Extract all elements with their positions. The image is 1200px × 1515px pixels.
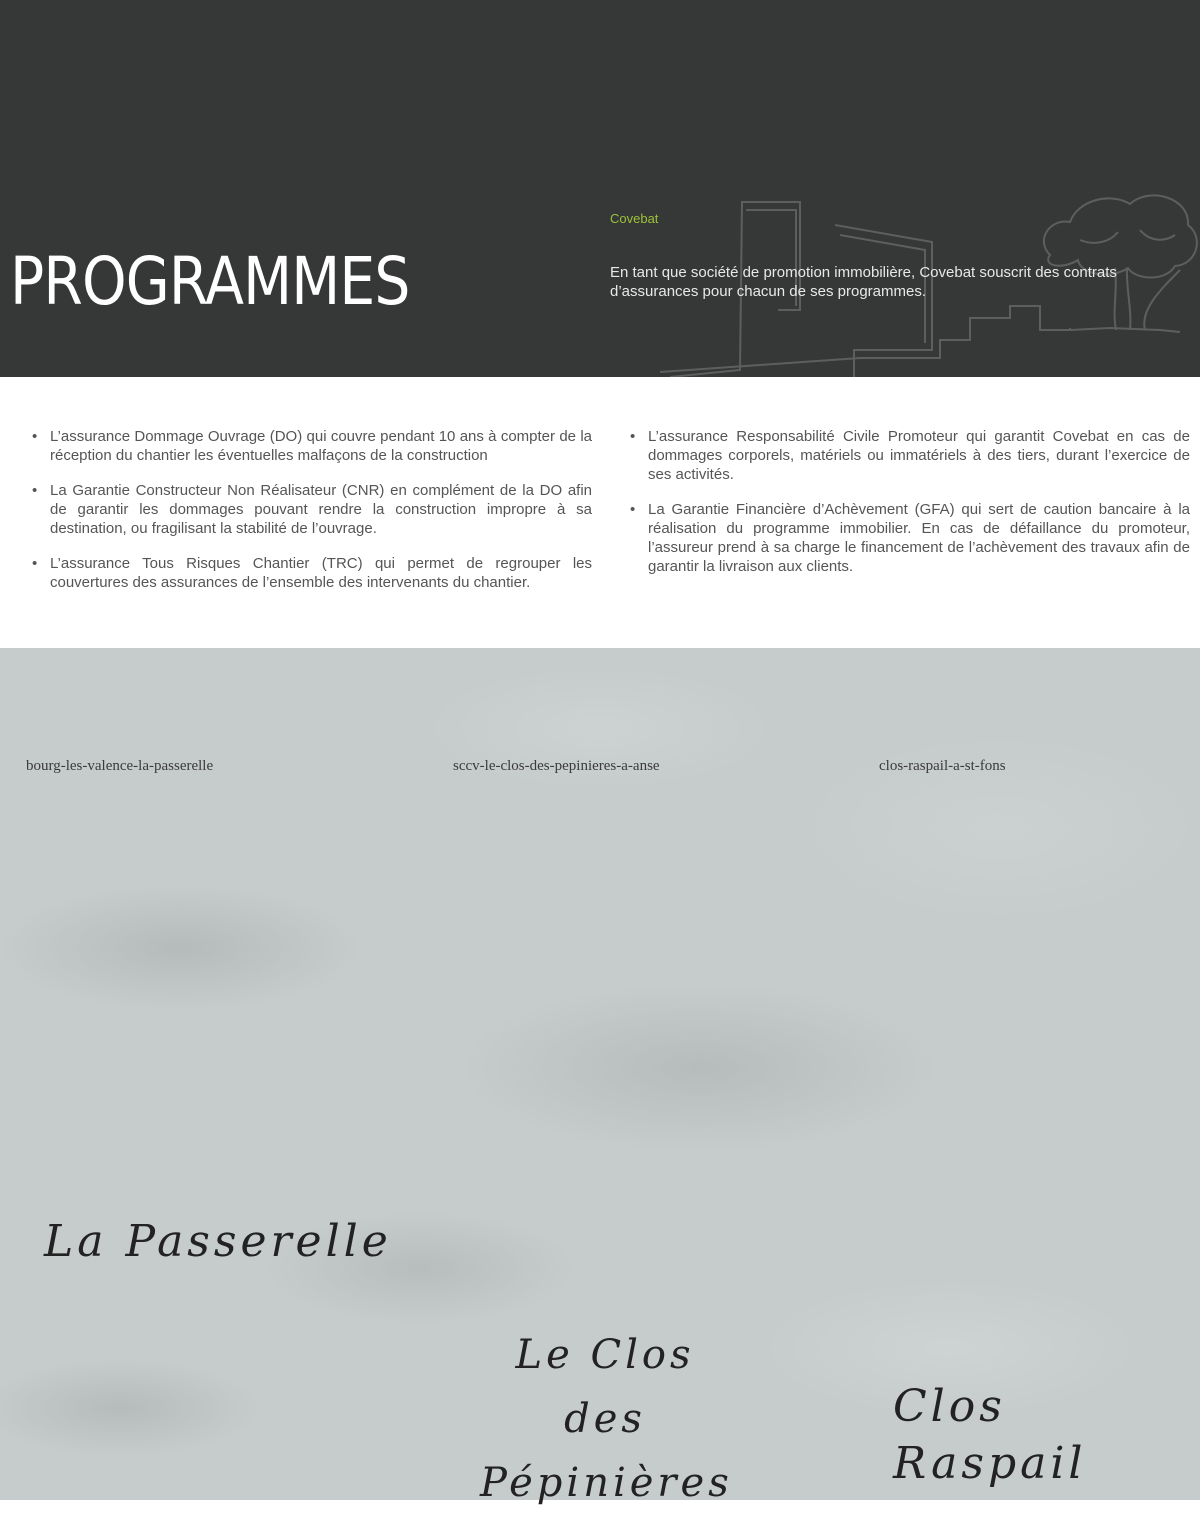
list-item: • L’assurance Responsabilité Civile Promoteur qui garantit Covebat en cas de dommages corporels, matériels ou immatériels à des tiers, durant l’exercice de ses activités.	[628, 427, 1190, 484]
insurance-list-right	[628, 427, 1190, 592]
project-card-la-passerelle-image[interactable]: bourg-les-valence-la-passerelle	[26, 758, 214, 774]
project-title-line: Le Clos des	[515, 1332, 695, 1442]
project-title-clos-raspail[interactable]: Clos Raspail	[893, 1381, 1087, 1490]
insurance-list-left	[30, 427, 592, 608]
company-label: Covebat	[610, 211, 659, 226]
projects-section	[0, 648, 1200, 1506]
list-item: • La Garantie Constructeur Non Réalisateur (CNR) en complément de la DO afin de garantir les dommages pouvant rendre la construction impropre à sa destination, ou fragilisant la stabilité de l’ouvrage.	[30, 481, 592, 538]
project-title-clos-des-pepinieres[interactable]	[480, 1323, 733, 1515]
hero-description: En tant que société de promotion immobilière, Covebat souscrit des contrats d’assurances pour chacun de ses programmes.	[610, 264, 1117, 300]
project-title-line: Pépinières	[480, 1460, 733, 1506]
page-title: PROGRAMMES	[10, 243, 410, 320]
list-item: • La Garantie Financière d’Achèvement (GFA) qui sert de caution bancaire à la réalisation du programme immobilier. En cas de défaillance du promoteur, l’assureur prend à sa charge le financement de l’achèvement des travaux afin de garantir la livraison aux clients.	[628, 500, 1190, 576]
list-item: • L’assurance Dommage Ouvrage (DO) qui couvre pendant 10 ans à compter de la réception du chantier les éventuelles malfaçons de la construction	[30, 427, 592, 465]
insurance-section	[0, 377, 1200, 648]
project-card-clos-des-pepinieres-image[interactable]: sccv-le-clos-des-pepinieres-a-anse	[453, 758, 660, 774]
hero-banner	[0, 0, 1200, 377]
project-card-clos-raspail-image[interactable]: clos-raspail-a-st-fons	[879, 758, 1006, 774]
list-item: • L’assurance Tous Risques Chantier (TRC) qui permet de regrouper les couvertures des assurances de l’ensemble des intervenants du chantier.	[30, 554, 592, 592]
project-title-la-passerelle[interactable]: La Passerelle	[44, 1216, 392, 1267]
